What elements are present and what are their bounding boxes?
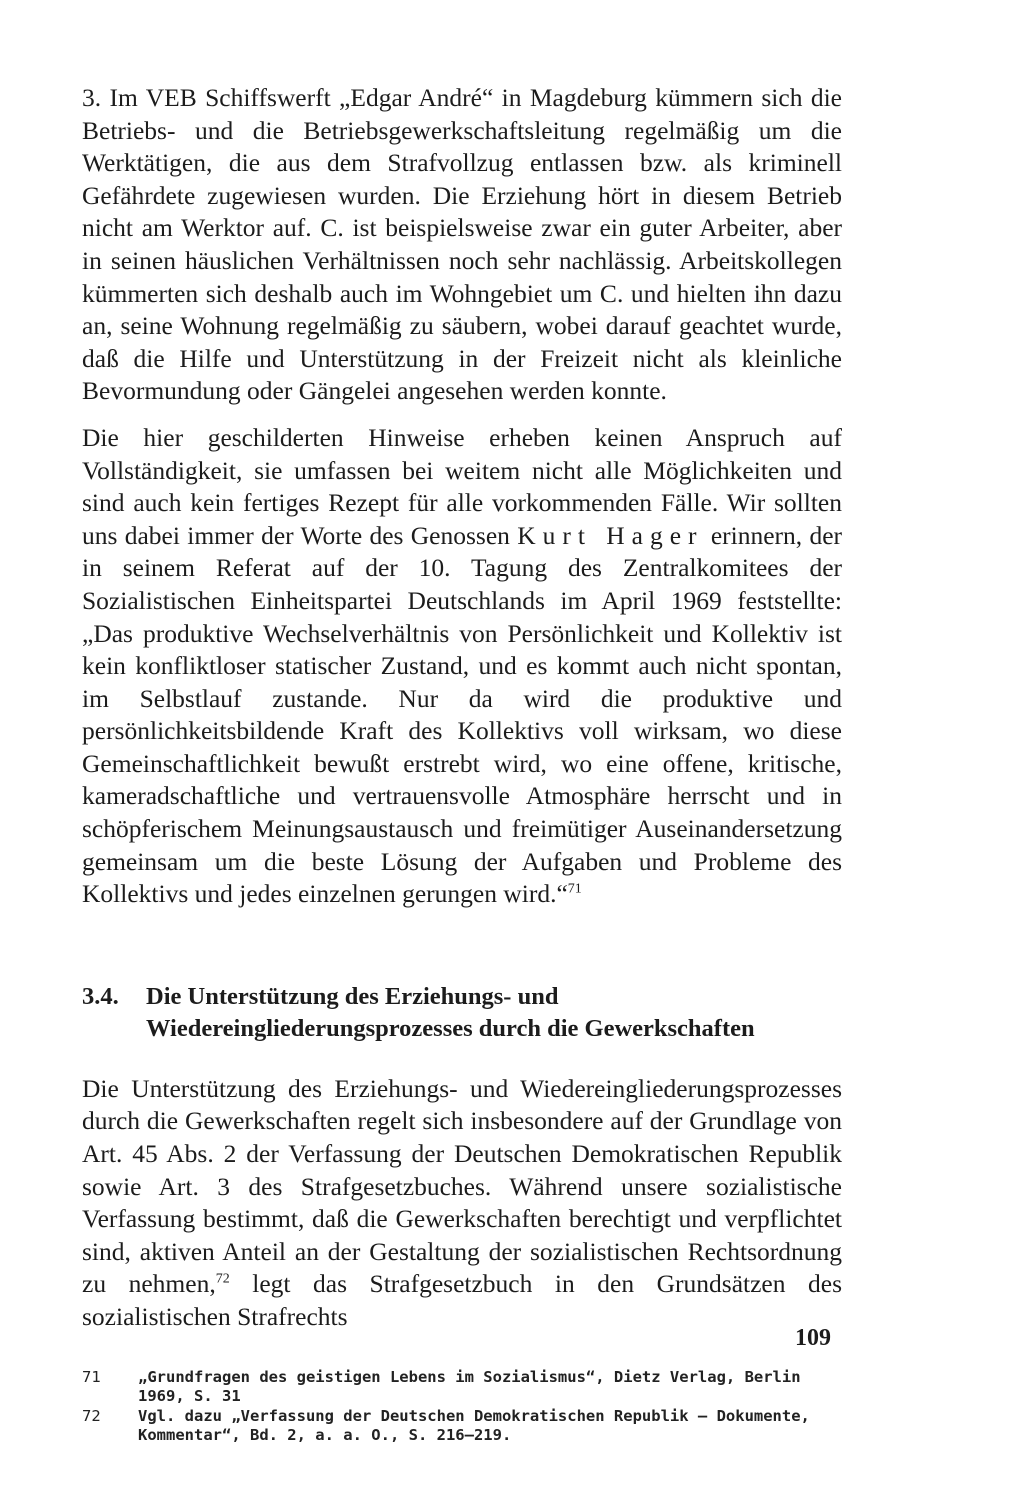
footnote-number: 71 [82,1367,101,1386]
footnotes [82,1368,842,1445]
footnote-71 [82,1368,842,1406]
section-title [146,981,842,1045]
paragraph-gewerkschaften [82,1073,842,1334]
paragraph-gewerkschaften-text-end: legt das Strafgesetzbuch in den Grundsätzen des sozialistischen Strafrechts [82,1269,843,1331]
page-number: 109 [795,1325,831,1351]
section-heading [82,981,842,1045]
footnote-text: „Grundfragen des geistigen Lebens im Sozialismus“, Dietz Verlag, Berlin 1969, S. 31 [138,1367,801,1405]
section-title-line-2: Wiedereingliederungsprozesses durch die Gewerkschaften [146,1014,755,1042]
paragraph-hinweise-text-start: Die hier geschilderten Hinweise erheben keinen Anspruch auf Vollständigkeit, sie umfassen bei weitem nicht alle Möglichkeiten und sind auch kein fertiges Rezept für alle vorkommenden Fälle. Wir sollten uns dabei immer der Worte des Genossen [82,422,842,550]
paragraph-hinweise [82,422,842,911]
paragraph-gewerkschaften-text-start: Die Unterstützung des Erziehungs- und Wiedereingliederungsprozesses durch die Gewerkschaften regelt sich insbesondere auf der Grundlage von Art. 45 Abs. 2 der Verfassung der Deutschen Demokratischen Republik sowie Art. 3 des Strafgesetzbuches. Während unsere sozialistische Verfassung bestimmt, daß die Gewerkschaften berechtigt und verpflichtet sind, aktiven Anteil an der Gestaltung der sozialistischen Rechtsordnung zu nehmen, [82,1073,842,1299]
section-title-line-1: Die Unterstützung des Erziehungs- und [146,982,559,1010]
footnote-text: Vgl. dazu „Verfassung der Deutschen Demokratischen Republik – Dokumente, Kommentar“, Bd. 2, a. a. O., S. 216–219. [138,1406,810,1444]
paragraph-example-3: 3. Im VEB Schiffswerft „Edgar André“ in Magdeburg kümmern sich die Betriebs- und die Betriebsgewerkschaftsleitung regelmäßig um die Werktätigen, die aus dem Strafvollzug entlassen bzw. als kriminell Gefährdete zugewiesen wurden. Die Erziehung hört in diesem Betrieb nicht am Werktor auf. C. ist beispielsweise zwar ein guter Arbeiter, aber in seinen häuslichen Verhältnissen noch sehr nachlässig. Arbeitskollegen kümmerten sich deshalb auch im Wohngebiet um C. und hielten ihn dazu an, seine Wohnung regelmäßig zu säubern, wobei darauf geachtet wurde, daß die Hilfe und Unterstützung in der Freizeit nicht als kleinliche Bevormundung oder Gängelei angesehen werden konnte. [82,83,842,406]
footnote-number: 72 [82,1406,101,1425]
footnote-72 [82,1407,842,1445]
footnote-ref-72: 72 [215,1271,230,1287]
section-number: 3.4. [82,982,119,1010]
person-name-kurt-hager: Kurt Hager [517,520,704,550]
footnote-ref-71: 71 [567,881,582,897]
paragraph-hinweise-quote: erinnern, der in seinem Referat auf der 10. Tagung des Zentralkomitees der Sozialistischen Einheitspartei Deutschlands im April 1969 feststellte: „Das produktive Wechselverhältnis von Persönlichkeit und Kollektiv ist kein konfliktloser statischer Zustand, und es kommt auch nicht spontan, im Selbstlauf zustande. Nur da wird die produktive und persönlichkeitsbildende Kraft des Kollektivs voll wirksam, wo diese Gemeinschaftlichkeit bewußt erstrebt wird, wo eine offene, kritische, kameradschaftliche und vertrauensvolle Atmosphäre herrscht und in schöpferischem Meinungsaustausch und freimütiger Auseinandersetzung gemeinsam um die beste Lösung der Aufgaben und Probleme des Kollektivs und jedes einzelnen gerungen wird.“ [82,520,843,909]
page-body [82,82,842,1446]
